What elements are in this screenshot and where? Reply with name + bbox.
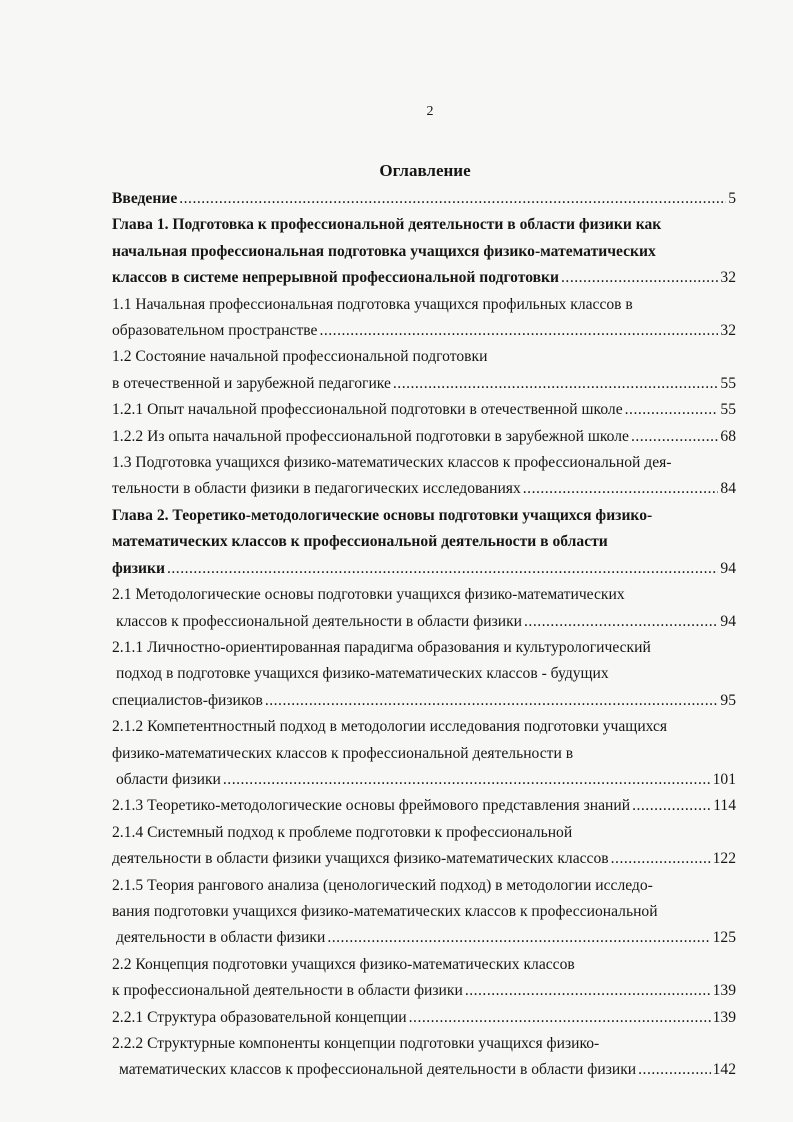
toc-page-number: 68: [720, 427, 736, 445]
toc-page-number: 101: [712, 770, 736, 788]
dot-leader: [625, 397, 719, 423]
toc-entry-1-1[interactable]: [112, 292, 736, 345]
toc-entry-line: 2.1.2 Компетентностный подход в методологии исследования подготовки учащихся: [112, 718, 668, 736]
toc-entry-text: классов к профессиональной деятельности в области физики: [116, 612, 523, 630]
toc-entry-line: вания подготовки учащихся физико-математических классов к профессиональной: [112, 902, 658, 920]
toc-entry-text: классов в системе непрерывной профессиональной подготовки: [112, 269, 560, 287]
toc-entry-text: тельности в области физики в педагогических исследованиях: [112, 480, 521, 498]
toc-entry-line: 2.1.1 Личностно-ориентированная парадигма образования и культурологический: [112, 638, 651, 656]
toc-page-number: 114: [713, 797, 736, 815]
dot-leader: [327, 925, 710, 951]
toc-entry-text: физики: [112, 559, 165, 577]
toc-entry-chapter-2[interactable]: [112, 503, 736, 582]
toc-entry-text: 1.2.2 Из опыта начальной профессиональной подготовки в зарубежной школе: [112, 427, 629, 445]
toc-entry-line: 2.1.4 Системный подход к проблеме подготовки к профессиональной: [112, 823, 573, 841]
toc-entry-text: в отечественной и зарубежной педагогике: [112, 374, 391, 392]
toc-entry-1-3[interactable]: [112, 450, 736, 503]
toc-entry-text: 1.2.1 Опыт начальной профессиональной подготовки в отечественной школе: [112, 401, 623, 419]
toc-page-number: 142: [712, 1061, 736, 1079]
dot-leader: [638, 1057, 710, 1083]
toc-page-number: 94: [720, 559, 736, 577]
toc-entry-2-2-2[interactable]: [112, 1031, 736, 1084]
dot-leader: [409, 1005, 711, 1031]
toc-entry-2-1[interactable]: [112, 582, 736, 635]
page-title: Оглавление: [379, 161, 471, 180]
toc-entry-1-2-1[interactable]: [112, 397, 736, 423]
toc-page-number: 5: [728, 190, 736, 207]
toc-entry-line: 1.1 Начальная профессиональная подготовка учащихся профильных классов в: [112, 295, 633, 313]
dot-leader: [632, 793, 711, 819]
toc-page-number: 32: [720, 269, 736, 287]
toc-page-number: 125: [712, 929, 736, 947]
dot-leader: [523, 476, 719, 502]
toc-entry-2-1-4[interactable]: [112, 820, 736, 873]
toc-entry-1-2-2[interactable]: [112, 424, 736, 450]
toc-entry-text: деятельности в области физики учащихся физико-математических классов: [112, 850, 609, 868]
toc-entry-line: 2.1 Методологические основы подготовки учащихся физико-математических: [112, 586, 625, 604]
toc-entry-line: 1.2 Состояние начальной профессиональной подготовки: [112, 348, 488, 366]
toc-entry-2-2[interactable]: [112, 952, 736, 1005]
dot-leader: [611, 846, 711, 872]
toc-entry-line: физико-математических классов к профессиональной деятельности в: [112, 744, 574, 762]
table-of-contents: [112, 186, 736, 1084]
toc-entry-line: математических классов к профессиональной деятельности в области: [112, 533, 608, 551]
toc-page-number: 32: [720, 322, 736, 340]
toc-entry-text: 2.2.1 Структура образовательной концепции: [112, 1008, 407, 1026]
toc-page-number: 84: [720, 480, 736, 498]
toc-entry-chapter-1[interactable]: [112, 212, 736, 291]
dot-leader: [524, 609, 718, 635]
toc-entry-2-2-1[interactable]: [112, 1005, 736, 1031]
toc-page-number: 55: [720, 401, 736, 419]
dot-leader: [265, 688, 719, 714]
page-number: 2: [426, 104, 434, 119]
toc-entry-2-1-5[interactable]: [112, 873, 736, 952]
toc-page-number: 55: [720, 374, 736, 392]
toc-page-number: 122: [712, 850, 736, 868]
toc-page-number: 95: [720, 691, 736, 709]
toc-entry-text: Введение: [112, 190, 178, 207]
toc-entry-line: подход в подготовке учащихся физико-математических классов - будущих: [116, 665, 609, 683]
toc-entry-2-1-3[interactable]: [112, 793, 736, 819]
toc-entry-text: математических классов к профессиональной деятельности в области физики: [119, 1061, 637, 1079]
dot-leader: [561, 265, 718, 291]
toc-entry-line: начальная профессиональная подготовка учащихся физико-математических: [112, 242, 656, 260]
toc-entry-line: Глава 2. Теоретико-методологические основы подготовки учащихся физико-: [112, 506, 653, 524]
dot-leader: [631, 424, 718, 450]
dot-leader: [179, 186, 726, 212]
toc-entry-text: к профессиональной деятельности в области физики: [112, 982, 463, 1000]
toc-entry-line: 2.2 Концепция подготовки учащихся физико-математических классов: [112, 955, 575, 973]
dot-leader: [319, 318, 718, 344]
toc-entry-2-1-1[interactable]: [112, 635, 736, 714]
toc-page-number: 139: [712, 1008, 736, 1026]
dot-leader: [167, 556, 718, 582]
toc-entry-line: 2.1.5 Теория рангового анализа (ценологический подход) в методологии исследо-: [112, 876, 653, 894]
toc-page-number: 94: [720, 612, 736, 630]
dot-leader: [393, 371, 719, 397]
toc-entry-text: образовательном пространстве: [112, 322, 318, 340]
toc-entry-introduction[interactable]: [112, 186, 736, 212]
toc-entry-2-1-2[interactable]: [112, 714, 736, 793]
toc-entry-line: 1.3 Подготовка учащихся физико-математических классов к профессиональной дея-: [112, 454, 672, 472]
dot-leader: [223, 767, 711, 793]
toc-entry-line: 2.2.2 Структурные компоненты концепции подготовки учащихся физико-: [112, 1035, 600, 1052]
toc-entry-text: 2.1.3 Теоретико-методологические основы фреймового представления знаний: [112, 797, 631, 815]
toc-entry-line: Глава 1. Подготовка к профессиональной деятельности в области физики как: [112, 216, 662, 234]
toc-entry-text: деятельности в области физики: [116, 929, 326, 947]
toc-page-number: 139: [712, 982, 736, 1000]
dot-leader: [465, 978, 711, 1004]
toc-entry-text: области физики: [116, 770, 221, 788]
toc-entry-1-2[interactable]: [112, 344, 736, 397]
toc-entry-text: специалистов-физиков: [112, 691, 263, 709]
